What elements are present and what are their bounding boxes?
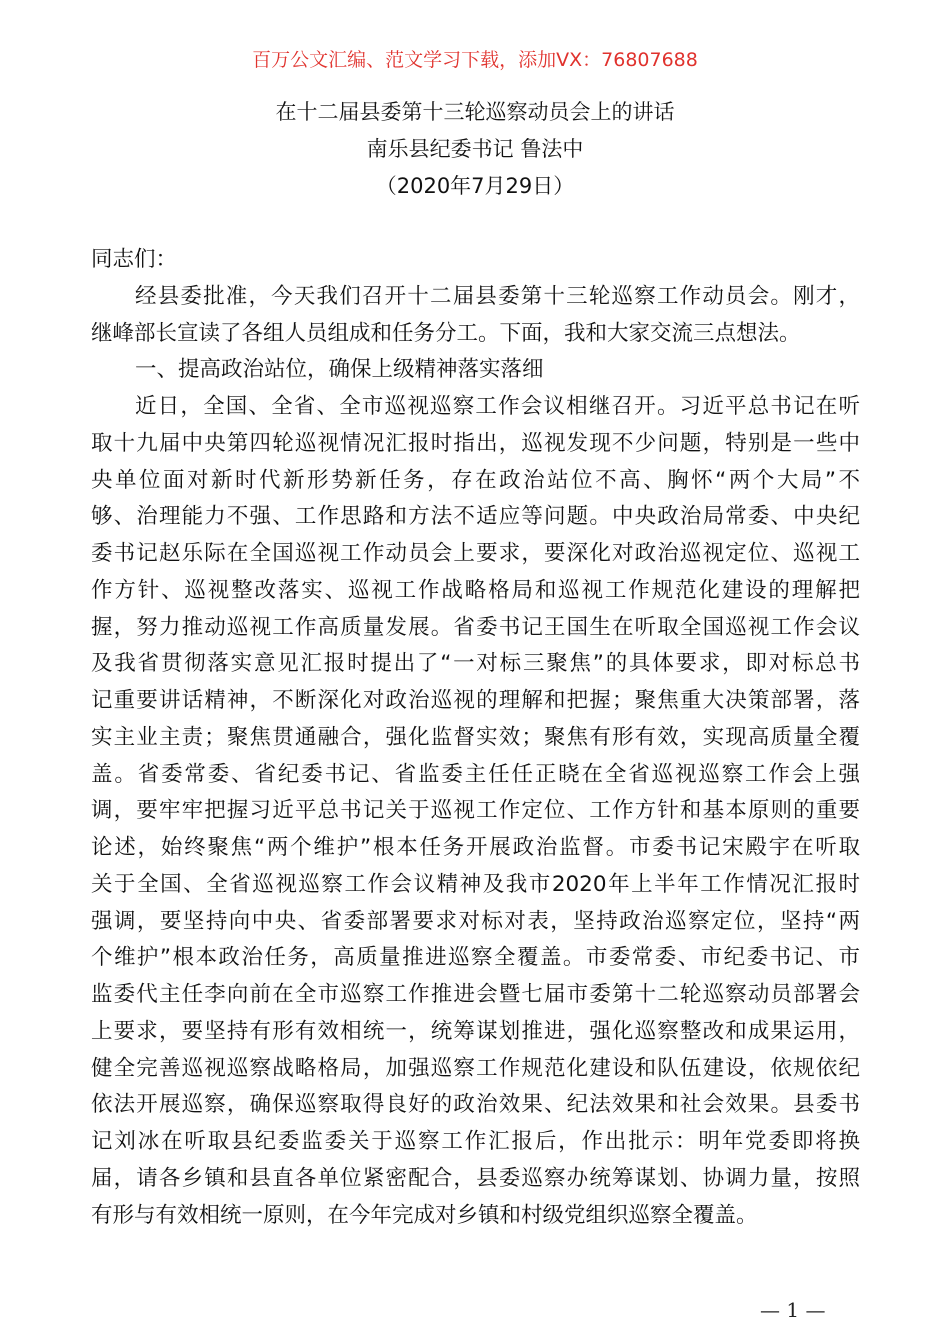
- paragraph-line: 取十九届中央第四轮巡视情况汇报时指出，巡视发现不少问题，特别是一些中: [91, 430, 860, 456]
- intro-line: 经县委批准，今天我们召开十二届县委第十三轮巡察工作动员会。刚才，: [135, 283, 860, 309]
- paragraph-line: 记刘冰在听取县纪委监委关于巡察工作汇报后，作出批示：明年党委即将换: [91, 1129, 860, 1154]
- paragraph-line: 届，请各乡镇和县直各单位紧密配合，县委巡察办统筹谋划、协调力量，按照: [91, 1165, 860, 1191]
- greeting: 同志们：: [91, 247, 178, 272]
- paragraph-line: 健全完善巡视巡察战略格局，加强巡察工作规范化建设和队伍建设，依规依纪: [91, 1055, 860, 1081]
- paragraph-line: 委书记赵乐际在全国巡视工作动员会上要求，要深化对政治巡视定位、巡视工: [91, 541, 860, 566]
- paragraph-line: 近日，全国、全省、全市巡视巡察工作会议相继召开。习近平总书记在听: [135, 394, 860, 419]
- paragraph-line: 够、治理能力不强、工作思路和方法不适应等问题。中央政治局常委、中央纪: [91, 504, 860, 530]
- paragraph-line: 握，努力推动巡视工作高质量发展。省委书记王国生在听取全国巡视工作会议: [91, 614, 860, 640]
- paragraph-line: 上要求，要坚持有形有效相统一，统筹谋划推进，强化巡察整改和成果运用，: [91, 1018, 860, 1044]
- paragraph-line: 央单位面对新时代新形势新任务，存在政治站位不高、胸怀“两个大局”不: [91, 467, 860, 493]
- paragraph-line: 强调，要坚持向中央、省委部署要求对标对表，坚持政治巡察定位，坚持“两: [91, 908, 860, 934]
- paragraph-line: 调，要牢牢把握习近平总书记关于巡视工作定位、工作方针和基本原则的重要: [91, 798, 860, 824]
- paragraph-line: 论述，始终聚焦“两个维护”根本任务开展政治监督。市委书记宋殿宇在听取: [91, 835, 860, 860]
- paragraph-line: 监委代主任李向前在全市巡察工作推进会暨七届市委第十二轮巡察动员部署会: [91, 982, 860, 1007]
- paragraph-line: 有形与有效相统一原则，在今年完成对乡镇和村级党组织巡察全覆盖。: [91, 1202, 758, 1228]
- paragraph-line: 关于全国、全省巡视巡察工作会议精神及我市2020年上半年工作情况汇报时: [91, 871, 860, 897]
- paragraph-line: 依法开展巡察，确保巡察取得良好的政治效果、纪法效果和社会效果。县委书: [91, 1092, 860, 1118]
- document-author: 南乐县纪委书记 鲁法中: [366, 137, 584, 161]
- paragraph-line: 作方针、巡视整改落实、巡视工作战略格局和巡视工作规范化建设的理解把: [91, 577, 860, 603]
- download-banner: 百万公文汇编、范文学习下载，添加VX：76807688: [252, 49, 698, 71]
- paragraph: [91, 389, 860, 1234]
- paragraph-line: 盖。省委常委、省纪委书记、省监委主任任正晓在全省巡视巡察工作会上强: [91, 761, 860, 787]
- paragraph-line: 个维护”根本政治任务，高质量推进巡察全覆盖。市委常委、市纪委书记、市: [91, 945, 860, 971]
- intro-line: 继峰部长宣读了各组人员组成和任务分工。下面，我和大家交流三点想法。: [91, 320, 801, 346]
- document-date: （2020年7月29日）: [375, 174, 575, 198]
- paragraph-line: 及我省贯彻落实意见汇报时提出了“一对标三聚焦”的具体要求，即对标总书: [91, 651, 860, 677]
- document-body: [91, 242, 860, 1234]
- paragraph-line: 记重要讲话精神，不断深化对政治巡视的理解和把握；聚焦重大决策部署，落: [91, 688, 860, 713]
- paragraph-line: 实主业主责；聚焦贯通融合，强化监督实效；聚焦有形有效，实现高质量全覆: [91, 724, 860, 750]
- section-heading: 一、提高政治站位，确保上级精神落实落细: [135, 357, 544, 383]
- page-number: — 1 —: [760, 1298, 826, 1322]
- document-title: 在十二届县委第十三轮巡察动员会上的讲话: [275, 100, 675, 124]
